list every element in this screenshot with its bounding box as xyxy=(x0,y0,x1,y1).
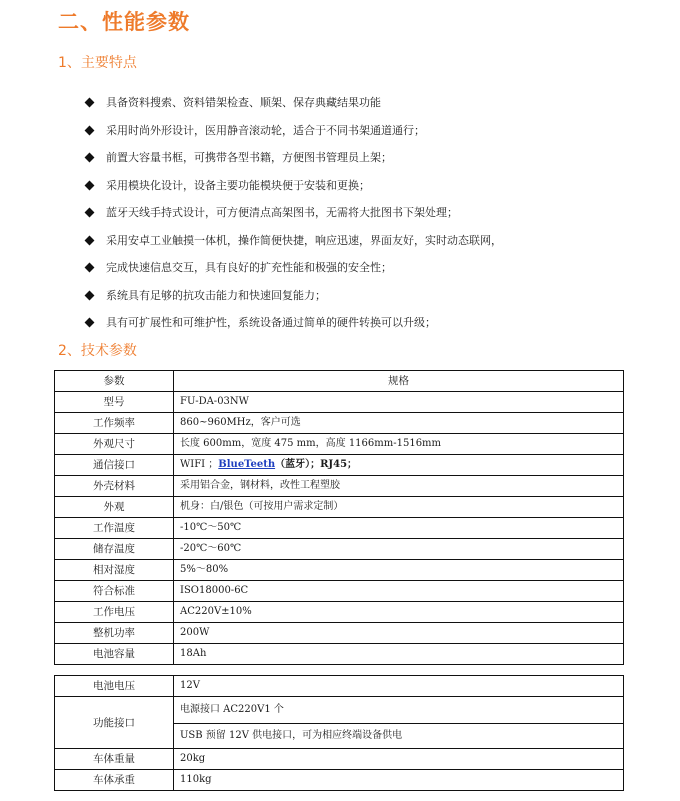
diamond-bullet-icon xyxy=(85,235,95,245)
table-row: 符合标准 ISO18000-6C xyxy=(55,581,624,602)
table-row: 通信接口 WIFI ；BlueTeeth（蓝牙）；RJ45； xyxy=(55,455,624,476)
diamond-bullet-icon xyxy=(85,153,95,163)
spec-table xyxy=(54,370,624,665)
table-row: 相对湿度 5%～80% xyxy=(55,560,624,581)
list-item: 具备资料搜索、资料错架检查、顺架、保存典藏结果功能 xyxy=(82,94,502,122)
tech-params-heading: 2、技术参数 xyxy=(58,343,137,359)
list-item: 具有可扩展性和可维护性，系统设备通过简单的硬件转换可以升级； xyxy=(82,314,502,342)
diamond-bullet-icon xyxy=(85,290,95,300)
diamond-bullet-icon xyxy=(85,180,95,190)
table-header-row xyxy=(55,371,624,392)
table-row: 储存温度 -20℃～60℃ xyxy=(55,539,624,560)
bluetooth-link[interactable]: BlueTeeth xyxy=(218,459,276,470)
feature-list xyxy=(82,94,502,342)
table-row: 外壳材料 采用铝合金，钢材料，改性工程塑胶 xyxy=(55,476,624,497)
header-param: 参数 xyxy=(55,371,174,392)
diamond-bullet-icon xyxy=(85,98,95,108)
list-item: 前置大容量书框，可携带各型书籍，方便图书管理员上架； xyxy=(82,149,502,177)
section-title: 二、性能参数 xyxy=(58,10,190,34)
table-row: 外观 机身：白/银色（可按用户需求定制） xyxy=(55,497,624,518)
table-row: 工作温度 -10℃～50℃ xyxy=(55,518,624,539)
table-row: USB 预留 12V 供电接口，可为相应终端设备供电 xyxy=(55,724,624,749)
spec-table-continued xyxy=(54,675,624,791)
header-spec: 规格 xyxy=(174,371,624,392)
table-row: 功能接口 电源接口 AC220V1 个 xyxy=(55,697,624,724)
diamond-bullet-icon xyxy=(85,125,95,135)
table-row: 工作频率 860~960MHz，客户可选 xyxy=(55,413,624,434)
list-item: 采用模块化设计，设备主要功能模块便于安装和更换； xyxy=(82,177,502,205)
table-row: 车体重量 20kg xyxy=(55,749,624,770)
list-item: 采用安卓工业触摸一体机，操作简便快捷，响应迅速，界面友好，实时动态联网， xyxy=(82,232,502,260)
table-row: 整机功率 200W xyxy=(55,623,624,644)
table-row: 外观尺寸 长度 600mm，宽度 475 mm，高度 1166mm-1516mm xyxy=(55,434,624,455)
table-row: 型号 FU-DA-03NW xyxy=(55,392,624,413)
table-row: 车体承重 110kg xyxy=(55,770,624,791)
list-item: 采用时尚外形设计，医用静音滚动轮，适合于不同书架通道通行； xyxy=(82,122,502,150)
diamond-bullet-icon xyxy=(85,263,95,273)
table-row: 电池容量 18Ah xyxy=(55,644,624,665)
list-item: 蓝牙天线手持式设计，可方便清点高架图书，无需将大批图书下架处理； xyxy=(82,204,502,232)
diamond-bullet-icon xyxy=(85,318,95,328)
table-row: 电池电压 12V xyxy=(55,676,624,697)
features-heading: 1、主要特点 xyxy=(58,55,137,71)
diamond-bullet-icon xyxy=(85,208,95,218)
table-row: 工作电压 AC220V±10% xyxy=(55,602,624,623)
list-item: 完成快速信息交互，具有良好的扩充性能和极强的安全性； xyxy=(82,259,502,287)
list-item: 系统具有足够的抗攻击能力和快速回复能力； xyxy=(82,287,502,315)
